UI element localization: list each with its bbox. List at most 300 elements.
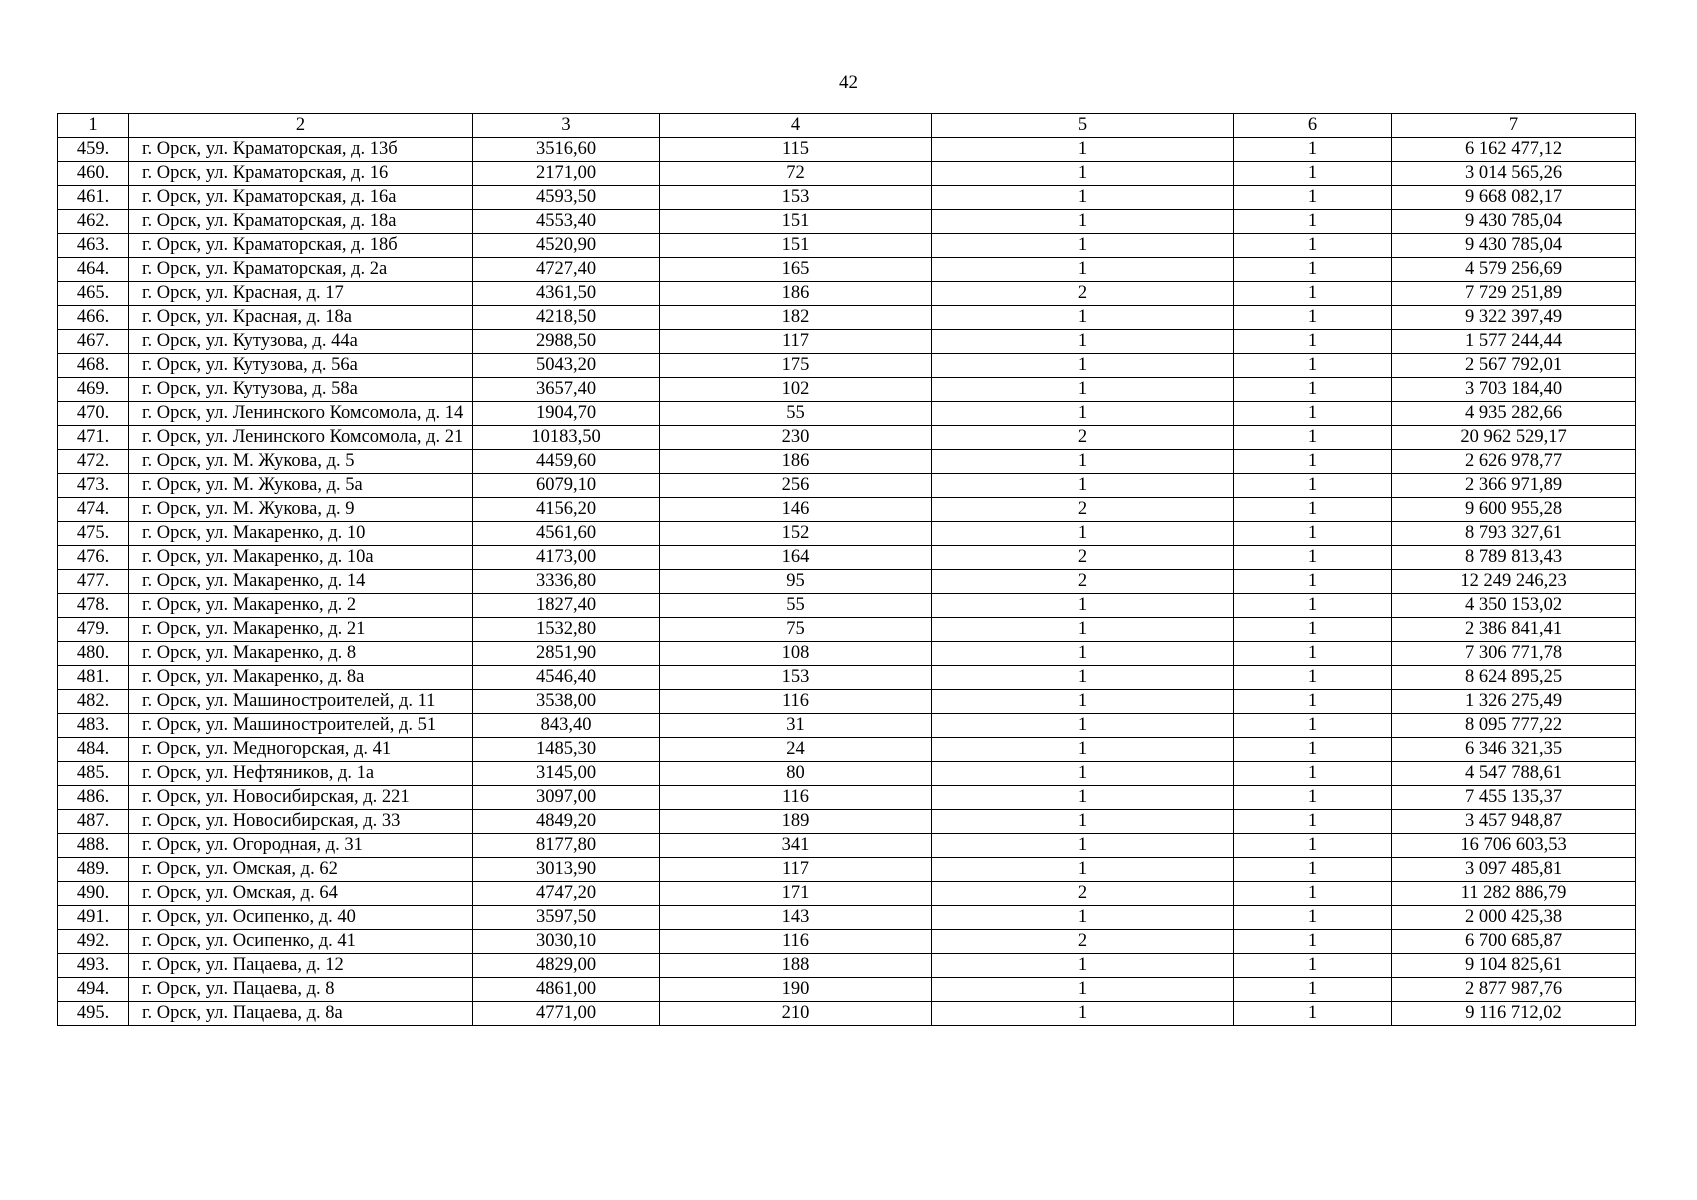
row-number-cell: 474. — [58, 498, 129, 522]
address-cell: г. Орск, ул. Машиностроителей, д. 51 — [129, 714, 473, 738]
col5-cell: 1 — [932, 858, 1234, 882]
table-row — [58, 666, 1636, 690]
address-cell: г. Орск, ул. Новосибирская, д. 33 — [129, 810, 473, 834]
amount-cell: 4 579 256,69 — [1392, 258, 1636, 282]
column-header: 4 — [660, 114, 932, 138]
col6-cell: 1 — [1234, 978, 1392, 1002]
col6-cell: 1 — [1234, 810, 1392, 834]
area-cell: 4173,00 — [473, 546, 660, 570]
area-cell: 4771,00 — [473, 1002, 660, 1026]
residents-cell: 80 — [660, 762, 932, 786]
col6-cell: 1 — [1234, 786, 1392, 810]
residents-cell: 108 — [660, 642, 932, 666]
address-cell: г. Орск, ул. Макаренко, д. 14 — [129, 570, 473, 594]
row-number-cell: 477. — [58, 570, 129, 594]
residents-cell: 55 — [660, 594, 932, 618]
col6-cell: 1 — [1234, 306, 1392, 330]
address-cell: г. Орск, ул. Макаренко, д. 10а — [129, 546, 473, 570]
col6-cell: 1 — [1234, 330, 1392, 354]
col5-cell: 1 — [932, 690, 1234, 714]
area-cell: 4553,40 — [473, 210, 660, 234]
row-number-cell: 468. — [58, 354, 129, 378]
area-cell: 3538,00 — [473, 690, 660, 714]
col6-cell: 1 — [1234, 738, 1392, 762]
residents-cell: 153 — [660, 666, 932, 690]
row-number-cell: 485. — [58, 762, 129, 786]
col5-cell: 1 — [932, 138, 1234, 162]
amount-cell: 3 014 565,26 — [1392, 162, 1636, 186]
col6-cell: 1 — [1234, 258, 1392, 282]
address-cell: г. Орск, ул. Осипенко, д. 41 — [129, 930, 473, 954]
amount-cell: 4 935 282,66 — [1392, 402, 1636, 426]
residents-cell: 153 — [660, 186, 932, 210]
col5-cell: 1 — [932, 306, 1234, 330]
address-cell: г. Орск, ул. Пацаева, д. 8 — [129, 978, 473, 1002]
area-cell: 4459,60 — [473, 450, 660, 474]
row-number-cell: 489. — [58, 858, 129, 882]
table-row — [58, 762, 1636, 786]
table-row — [58, 858, 1636, 882]
column-header: 2 — [129, 114, 473, 138]
col6-cell: 1 — [1234, 522, 1392, 546]
address-cell: г. Орск, ул. Ленинского Комсомола, д. 14 — [129, 402, 473, 426]
table-row — [58, 714, 1636, 738]
col6-cell: 1 — [1234, 162, 1392, 186]
row-number-cell: 493. — [58, 954, 129, 978]
area-cell: 3657,40 — [473, 378, 660, 402]
col6-cell: 1 — [1234, 834, 1392, 858]
table-row — [58, 810, 1636, 834]
row-number-cell: 481. — [58, 666, 129, 690]
amount-cell: 2 626 978,77 — [1392, 450, 1636, 474]
address-cell: г. Орск, ул. Кутузова, д. 56а — [129, 354, 473, 378]
row-number-cell: 467. — [58, 330, 129, 354]
area-cell: 4561,60 — [473, 522, 660, 546]
residents-cell: 95 — [660, 570, 932, 594]
table-row — [58, 618, 1636, 642]
area-cell: 1827,40 — [473, 594, 660, 618]
col6-cell: 1 — [1234, 450, 1392, 474]
address-cell: г. Орск, ул. Машиностроителей, д. 11 — [129, 690, 473, 714]
col6-cell: 1 — [1234, 714, 1392, 738]
row-number-cell: 486. — [58, 786, 129, 810]
residents-cell: 186 — [660, 450, 932, 474]
area-cell: 2171,00 — [473, 162, 660, 186]
amount-cell: 11 282 886,79 — [1392, 882, 1636, 906]
address-cell: г. Орск, ул. М. Жукова, д. 5 — [129, 450, 473, 474]
column-header: 7 — [1392, 114, 1636, 138]
amount-cell: 4 547 788,61 — [1392, 762, 1636, 786]
area-cell: 4849,20 — [473, 810, 660, 834]
amount-cell: 9 430 785,04 — [1392, 234, 1636, 258]
residents-cell: 230 — [660, 426, 932, 450]
amount-cell: 7 306 771,78 — [1392, 642, 1636, 666]
amount-cell: 1 577 244,44 — [1392, 330, 1636, 354]
col5-cell: 1 — [932, 330, 1234, 354]
address-cell: г. Орск, ул. Ленинского Комсомола, д. 21 — [129, 426, 473, 450]
row-number-cell: 482. — [58, 690, 129, 714]
area-cell: 6079,10 — [473, 474, 660, 498]
table-row — [58, 978, 1636, 1002]
row-number-cell: 460. — [58, 162, 129, 186]
col6-cell: 1 — [1234, 498, 1392, 522]
col5-cell: 1 — [932, 258, 1234, 282]
table-row — [58, 162, 1636, 186]
amount-cell: 9 116 712,02 — [1392, 1002, 1636, 1026]
area-cell: 3013,90 — [473, 858, 660, 882]
row-number-cell: 480. — [58, 642, 129, 666]
area-cell: 3516,60 — [473, 138, 660, 162]
table-row — [58, 954, 1636, 978]
col5-cell: 1 — [932, 402, 1234, 426]
col6-cell: 1 — [1234, 282, 1392, 306]
col5-cell: 1 — [932, 786, 1234, 810]
address-cell: г. Орск, ул. Огородная, д. 31 — [129, 834, 473, 858]
area-cell: 4829,00 — [473, 954, 660, 978]
address-cell: г. Орск, ул. Нефтяников, д. 1а — [129, 762, 473, 786]
row-number-cell: 462. — [58, 210, 129, 234]
row-number-cell: 471. — [58, 426, 129, 450]
address-cell: г. Орск, ул. Краматорская, д. 13б — [129, 138, 473, 162]
table-row — [58, 1002, 1636, 1026]
residents-cell: 151 — [660, 234, 932, 258]
row-number-cell: 469. — [58, 378, 129, 402]
residents-cell: 116 — [660, 690, 932, 714]
row-number-cell: 461. — [58, 186, 129, 210]
col5-cell: 1 — [932, 234, 1234, 258]
table-row — [58, 402, 1636, 426]
col6-cell: 1 — [1234, 546, 1392, 570]
col6-cell: 1 — [1234, 858, 1392, 882]
area-cell: 4861,00 — [473, 978, 660, 1002]
residents-cell: 116 — [660, 786, 932, 810]
col5-cell: 1 — [932, 762, 1234, 786]
address-cell: г. Орск, ул. Краматорская, д. 16 — [129, 162, 473, 186]
residents-cell: 117 — [660, 858, 932, 882]
area-cell: 3030,10 — [473, 930, 660, 954]
amount-cell: 2 366 971,89 — [1392, 474, 1636, 498]
residents-cell: 164 — [660, 546, 932, 570]
column-header: 5 — [932, 114, 1234, 138]
column-header: 1 — [58, 114, 129, 138]
table-row — [58, 834, 1636, 858]
residents-cell: 143 — [660, 906, 932, 930]
col5-cell: 2 — [932, 570, 1234, 594]
amount-cell: 8 095 777,22 — [1392, 714, 1636, 738]
address-cell: г. Орск, ул. Макаренко, д. 21 — [129, 618, 473, 642]
table-row — [58, 498, 1636, 522]
area-cell: 5043,20 — [473, 354, 660, 378]
table-row — [58, 474, 1636, 498]
residents-cell: 75 — [660, 618, 932, 642]
table-row — [58, 426, 1636, 450]
col6-cell: 1 — [1234, 378, 1392, 402]
amount-cell: 3 097 485,81 — [1392, 858, 1636, 882]
area-cell: 1485,30 — [473, 738, 660, 762]
row-number-cell: 484. — [58, 738, 129, 762]
address-cell: г. Орск, ул. Омская, д. 62 — [129, 858, 473, 882]
col6-cell: 1 — [1234, 138, 1392, 162]
residents-cell: 116 — [660, 930, 932, 954]
col5-cell: 1 — [932, 1002, 1234, 1026]
table-row — [58, 906, 1636, 930]
table-row — [58, 690, 1636, 714]
col5-cell: 1 — [932, 666, 1234, 690]
row-number-cell: 464. — [58, 258, 129, 282]
residents-cell: 175 — [660, 354, 932, 378]
area-cell: 4727,40 — [473, 258, 660, 282]
amount-cell: 3 457 948,87 — [1392, 810, 1636, 834]
row-number-cell: 479. — [58, 618, 129, 642]
row-number-cell: 494. — [58, 978, 129, 1002]
col5-cell: 1 — [932, 522, 1234, 546]
amount-cell: 20 962 529,17 — [1392, 426, 1636, 450]
area-cell: 8177,80 — [473, 834, 660, 858]
row-number-cell: 478. — [58, 594, 129, 618]
col5-cell: 1 — [932, 354, 1234, 378]
table-row — [58, 930, 1636, 954]
table-row — [58, 138, 1636, 162]
table-row — [58, 210, 1636, 234]
residents-cell: 102 — [660, 378, 932, 402]
col5-cell: 2 — [932, 546, 1234, 570]
address-cell: г. Орск, ул. Краматорская, д. 18а — [129, 210, 473, 234]
col6-cell: 1 — [1234, 762, 1392, 786]
col6-cell: 1 — [1234, 882, 1392, 906]
table-row — [58, 642, 1636, 666]
area-cell: 4520,90 — [473, 234, 660, 258]
col5-cell: 1 — [932, 954, 1234, 978]
amount-cell: 1 326 275,49 — [1392, 690, 1636, 714]
col5-cell: 1 — [932, 618, 1234, 642]
table-body — [58, 114, 1636, 1026]
address-cell: г. Орск, ул. М. Жукова, д. 9 — [129, 498, 473, 522]
row-number-cell: 488. — [58, 834, 129, 858]
address-cell: г. Орск, ул. Краматорская, д. 2а — [129, 258, 473, 282]
header-row — [58, 114, 1636, 138]
amount-cell: 2 386 841,41 — [1392, 618, 1636, 642]
address-cell: г. Орск, ул. Омская, д. 64 — [129, 882, 473, 906]
address-cell: г. Орск, ул. Новосибирская, д. 221 — [129, 786, 473, 810]
address-cell: г. Орск, ул. Осипенко, д. 40 — [129, 906, 473, 930]
area-cell: 4156,20 — [473, 498, 660, 522]
col5-cell: 2 — [932, 426, 1234, 450]
col6-cell: 1 — [1234, 954, 1392, 978]
table-row — [58, 378, 1636, 402]
row-number-cell: 466. — [58, 306, 129, 330]
col5-cell: 1 — [932, 642, 1234, 666]
col6-cell: 1 — [1234, 1002, 1392, 1026]
col6-cell: 1 — [1234, 690, 1392, 714]
row-number-cell: 472. — [58, 450, 129, 474]
area-cell: 4218,50 — [473, 306, 660, 330]
table-row — [58, 306, 1636, 330]
area-cell: 4747,20 — [473, 882, 660, 906]
address-cell: г. Орск, ул. Макаренко, д. 10 — [129, 522, 473, 546]
amount-cell: 8 789 813,43 — [1392, 546, 1636, 570]
amount-cell: 8 624 895,25 — [1392, 666, 1636, 690]
residents-cell: 115 — [660, 138, 932, 162]
residents-cell: 190 — [660, 978, 932, 1002]
table-row — [58, 522, 1636, 546]
amount-cell: 12 249 246,23 — [1392, 570, 1636, 594]
col5-cell: 1 — [932, 378, 1234, 402]
area-cell: 843,40 — [473, 714, 660, 738]
area-cell: 4593,50 — [473, 186, 660, 210]
col5-cell: 1 — [932, 714, 1234, 738]
residents-cell: 55 — [660, 402, 932, 426]
col6-cell: 1 — [1234, 642, 1392, 666]
table-row — [58, 738, 1636, 762]
area-cell: 1532,80 — [473, 618, 660, 642]
amount-cell: 2 567 792,01 — [1392, 354, 1636, 378]
amount-cell: 2 000 425,38 — [1392, 906, 1636, 930]
col5-cell: 1 — [932, 210, 1234, 234]
residents-cell: 165 — [660, 258, 932, 282]
address-cell: г. Орск, ул. Красная, д. 17 — [129, 282, 473, 306]
col6-cell: 1 — [1234, 210, 1392, 234]
amount-cell: 6 346 321,35 — [1392, 738, 1636, 762]
residents-cell: 171 — [660, 882, 932, 906]
col5-cell: 1 — [932, 186, 1234, 210]
col6-cell: 1 — [1234, 234, 1392, 258]
area-cell: 10183,50 — [473, 426, 660, 450]
table-row — [58, 282, 1636, 306]
page-number: 42 — [839, 72, 858, 93]
row-number-cell: 476. — [58, 546, 129, 570]
amount-cell: 6 162 477,12 — [1392, 138, 1636, 162]
table-row — [58, 234, 1636, 258]
col5-cell: 2 — [932, 930, 1234, 954]
address-cell: г. Орск, ул. Краматорская, д. 16а — [129, 186, 473, 210]
residents-cell: 31 — [660, 714, 932, 738]
address-cell: г. Орск, ул. Кутузова, д. 44а — [129, 330, 473, 354]
row-number-cell: 495. — [58, 1002, 129, 1026]
amount-cell: 9 104 825,61 — [1392, 954, 1636, 978]
table-row — [58, 882, 1636, 906]
row-number-cell: 473. — [58, 474, 129, 498]
residents-cell: 186 — [660, 282, 932, 306]
address-cell: г. Орск, ул. Краматорская, д. 18б — [129, 234, 473, 258]
col5-cell: 1 — [932, 810, 1234, 834]
area-cell: 4546,40 — [473, 666, 660, 690]
area-cell: 2851,90 — [473, 642, 660, 666]
amount-cell: 9 600 955,28 — [1392, 498, 1636, 522]
residents-cell: 341 — [660, 834, 932, 858]
column-header: 3 — [473, 114, 660, 138]
amount-cell: 2 877 987,76 — [1392, 978, 1636, 1002]
table-row — [58, 330, 1636, 354]
row-number-cell: 475. — [58, 522, 129, 546]
col5-cell: 1 — [932, 474, 1234, 498]
col6-cell: 1 — [1234, 666, 1392, 690]
address-cell: г. Орск, ул. Красная, д. 18а — [129, 306, 473, 330]
column-header: 6 — [1234, 114, 1392, 138]
col6-cell: 1 — [1234, 354, 1392, 378]
table-row — [58, 786, 1636, 810]
col6-cell: 1 — [1234, 618, 1392, 642]
row-number-cell: 463. — [58, 234, 129, 258]
address-cell: г. Орск, ул. Макаренко, д. 8 — [129, 642, 473, 666]
col6-cell: 1 — [1234, 594, 1392, 618]
col6-cell: 1 — [1234, 186, 1392, 210]
col5-cell: 1 — [932, 450, 1234, 474]
data-table — [57, 113, 1636, 1026]
row-number-cell: 487. — [58, 810, 129, 834]
row-number-cell: 459. — [58, 138, 129, 162]
residents-cell: 151 — [660, 210, 932, 234]
residents-cell: 117 — [660, 330, 932, 354]
amount-cell: 7 455 135,37 — [1392, 786, 1636, 810]
col6-cell: 1 — [1234, 930, 1392, 954]
address-cell: г. Орск, ул. Пацаева, д. 12 — [129, 954, 473, 978]
col5-cell: 1 — [932, 738, 1234, 762]
amount-cell: 7 729 251,89 — [1392, 282, 1636, 306]
table-row — [58, 594, 1636, 618]
amount-cell: 8 793 327,61 — [1392, 522, 1636, 546]
residents-cell: 188 — [660, 954, 932, 978]
row-number-cell: 490. — [58, 882, 129, 906]
col5-cell: 2 — [932, 498, 1234, 522]
table-row — [58, 354, 1636, 378]
col5-cell: 2 — [932, 282, 1234, 306]
address-cell: г. Орск, ул. Медногорская, д. 41 — [129, 738, 473, 762]
table-row — [58, 186, 1636, 210]
area-cell: 3097,00 — [473, 786, 660, 810]
col5-cell: 1 — [932, 834, 1234, 858]
row-number-cell: 470. — [58, 402, 129, 426]
table-row — [58, 258, 1636, 282]
residents-cell: 72 — [660, 162, 932, 186]
amount-cell: 9 430 785,04 — [1392, 210, 1636, 234]
amount-cell: 3 703 184,40 — [1392, 378, 1636, 402]
residents-cell: 152 — [660, 522, 932, 546]
col5-cell: 2 — [932, 882, 1234, 906]
col5-cell: 1 — [932, 162, 1234, 186]
area-cell: 3145,00 — [473, 762, 660, 786]
residents-cell: 256 — [660, 474, 932, 498]
amount-cell: 9 322 397,49 — [1392, 306, 1636, 330]
address-cell: г. Орск, ул. Макаренко, д. 8а — [129, 666, 473, 690]
col6-cell: 1 — [1234, 426, 1392, 450]
row-number-cell: 491. — [58, 906, 129, 930]
col5-cell: 1 — [932, 978, 1234, 1002]
area-cell: 3336,80 — [473, 570, 660, 594]
residents-cell: 210 — [660, 1002, 932, 1026]
area-cell: 1904,70 — [473, 402, 660, 426]
col6-cell: 1 — [1234, 402, 1392, 426]
col5-cell: 1 — [932, 906, 1234, 930]
area-cell: 2988,50 — [473, 330, 660, 354]
row-number-cell: 465. — [58, 282, 129, 306]
col6-cell: 1 — [1234, 906, 1392, 930]
address-cell: г. Орск, ул. Кутузова, д. 58а — [129, 378, 473, 402]
amount-cell: 9 668 082,17 — [1392, 186, 1636, 210]
residents-cell: 189 — [660, 810, 932, 834]
amount-cell: 16 706 603,53 — [1392, 834, 1636, 858]
row-number-cell: 492. — [58, 930, 129, 954]
table-row — [58, 450, 1636, 474]
address-cell: г. Орск, ул. М. Жукова, д. 5а — [129, 474, 473, 498]
address-cell: г. Орск, ул. Пацаева, д. 8а — [129, 1002, 473, 1026]
area-cell: 4361,50 — [473, 282, 660, 306]
col6-cell: 1 — [1234, 474, 1392, 498]
table-row — [58, 546, 1636, 570]
col6-cell: 1 — [1234, 570, 1392, 594]
amount-cell: 4 350 153,02 — [1392, 594, 1636, 618]
residents-cell: 24 — [660, 738, 932, 762]
residents-cell: 146 — [660, 498, 932, 522]
